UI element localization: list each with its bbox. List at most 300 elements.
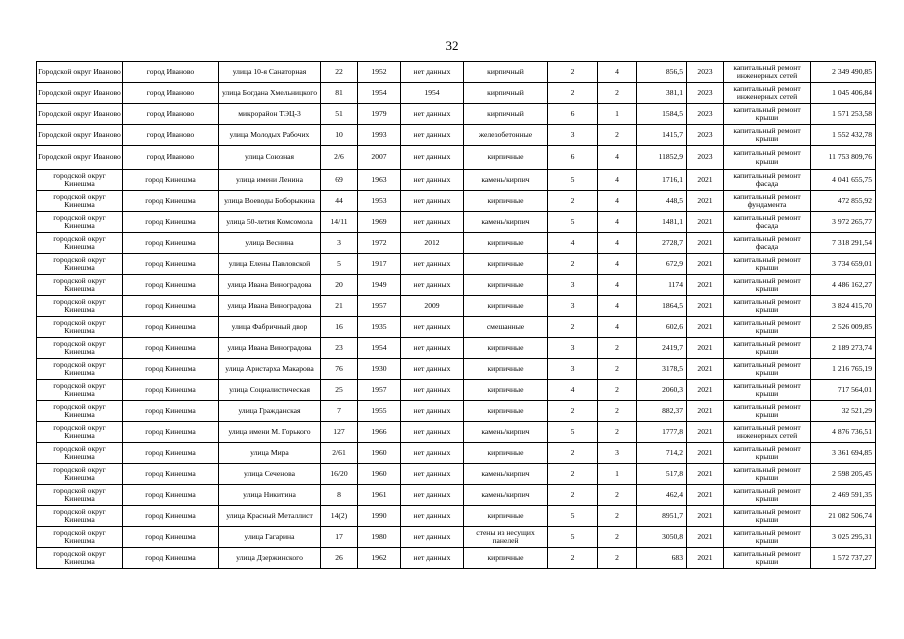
cell-planned-year: 2021: [687, 254, 724, 275]
cell-entrances: 3: [598, 443, 637, 464]
cell-entrances: 4: [598, 62, 637, 83]
cell-street: улица 50-летия Комсомола: [219, 212, 321, 233]
cell-year-built: 1917: [358, 254, 401, 275]
cell-house-number: 2/61: [321, 443, 358, 464]
table-row: [37, 317, 876, 338]
cell-work-type: капитальный ремонт фундамента: [724, 191, 811, 212]
table-row: [37, 275, 876, 296]
cell-district: городской округ Кинешма: [37, 233, 123, 254]
cell-city: город Кинешма: [123, 527, 219, 548]
cell-wall-material: камень/кирпич: [464, 464, 548, 485]
cell-year-built: 2007: [358, 146, 401, 170]
cell-district: Городской округ Иваново: [37, 146, 123, 170]
cell-entrances: 2: [598, 527, 637, 548]
cell-year-built: 1979: [358, 104, 401, 125]
cell-work-type: капитальный ремонт крыши: [724, 359, 811, 380]
cell-street: улица Никитина: [219, 485, 321, 506]
table-row: [37, 83, 876, 104]
cell-floors: 4: [548, 233, 598, 254]
cell-area: 1415,7: [637, 125, 687, 146]
cell-year-last-overhaul: нет данных: [401, 401, 464, 422]
cell-planned-year: 2021: [687, 443, 724, 464]
cell-year-built: 1963: [358, 170, 401, 191]
cell-city: город Иваново: [123, 146, 219, 170]
cell-street: улица Сеченова: [219, 464, 321, 485]
cell-year-built: 1957: [358, 296, 401, 317]
cell-district: городской округ Кинешма: [37, 254, 123, 275]
cell-city: город Кинешма: [123, 233, 219, 254]
cell-district: городской округ Кинешма: [37, 359, 123, 380]
cell-street: улица Аристарха Макарова: [219, 359, 321, 380]
cell-planned-year: 2021: [687, 212, 724, 233]
cell-planned-year: 2021: [687, 233, 724, 254]
cell-house-number: 2/6: [321, 146, 358, 170]
cell-district: городской округ Кинешма: [37, 170, 123, 191]
cell-area: 462,4: [637, 485, 687, 506]
cell-wall-material: железобетонные: [464, 125, 548, 146]
cell-floors: 3: [548, 296, 598, 317]
cell-year-last-overhaul: 2009: [401, 296, 464, 317]
cell-city: город Кинешма: [123, 380, 219, 401]
cell-house-number: 7: [321, 401, 358, 422]
cell-cost: 21 082 506,74: [811, 506, 876, 527]
cell-house-number: 81: [321, 83, 358, 104]
cell-work-type: капитальный ремонт крыши: [724, 506, 811, 527]
cell-floors: 2: [548, 254, 598, 275]
cell-city: город Кинешма: [123, 506, 219, 527]
cell-house-number: 51: [321, 104, 358, 125]
table-row: [37, 104, 876, 125]
cell-district: городской округ Кинешма: [37, 296, 123, 317]
cell-year-last-overhaul: нет данных: [401, 146, 464, 170]
cell-year-last-overhaul: нет данных: [401, 464, 464, 485]
cell-district: Городской округ Иваново: [37, 104, 123, 125]
table-row: [37, 506, 876, 527]
cell-year-last-overhaul: нет данных: [401, 527, 464, 548]
cell-entrances: 2: [598, 380, 637, 401]
cell-house-number: 76: [321, 359, 358, 380]
cell-wall-material: кирпичные: [464, 506, 548, 527]
cell-district: городской округ Кинешма: [37, 338, 123, 359]
cell-city: город Кинешма: [123, 443, 219, 464]
cell-entrances: 4: [598, 233, 637, 254]
cell-cost: 1 045 406,84: [811, 83, 876, 104]
cell-planned-year: 2021: [687, 317, 724, 338]
cell-entrances: 2: [598, 401, 637, 422]
cell-year-last-overhaul: нет данных: [401, 254, 464, 275]
cell-wall-material: кирпичные: [464, 191, 548, 212]
cell-house-number: 69: [321, 170, 358, 191]
cell-street: улица Воеводы Боборыкина: [219, 191, 321, 212]
cell-entrances: 2: [598, 485, 637, 506]
cell-year-last-overhaul: нет данных: [401, 212, 464, 233]
cell-district: городской округ Кинешма: [37, 317, 123, 338]
cell-work-type: капитальный ремонт крыши: [724, 254, 811, 275]
cell-year-built: 1969: [358, 212, 401, 233]
page-number: 32: [445, 38, 459, 53]
cell-cost: 1 572 737,27: [811, 548, 876, 569]
cell-street: улица имени Ленина: [219, 170, 321, 191]
cell-year-last-overhaul: нет данных: [401, 380, 464, 401]
cell-year-built: 1993: [358, 125, 401, 146]
cell-wall-material: камень/кирпич: [464, 422, 548, 443]
cell-year-last-overhaul: нет данных: [401, 275, 464, 296]
cell-area: 3178,5: [637, 359, 687, 380]
cell-planned-year: 2021: [687, 275, 724, 296]
cell-city: город Кинешма: [123, 548, 219, 569]
table-row: [37, 338, 876, 359]
cell-entrances: 4: [598, 296, 637, 317]
cell-work-type: капитальный ремонт крыши: [724, 380, 811, 401]
cell-cost: 3 972 265,77: [811, 212, 876, 233]
cell-planned-year: 2021: [687, 380, 724, 401]
cell-house-number: 26: [321, 548, 358, 569]
cell-wall-material: камень/кирпич: [464, 170, 548, 191]
cell-area: 1481,1: [637, 212, 687, 233]
cell-planned-year: 2021: [687, 401, 724, 422]
cell-year-built: 1935: [358, 317, 401, 338]
cell-house-number: 10: [321, 125, 358, 146]
cell-year-last-overhaul: нет данных: [401, 191, 464, 212]
cell-planned-year: 2021: [687, 191, 724, 212]
cell-house-number: 127: [321, 422, 358, 443]
cell-planned-year: 2023: [687, 104, 724, 125]
cell-work-type: капитальный ремонт крыши: [724, 275, 811, 296]
cell-street: улица Гагарина: [219, 527, 321, 548]
cell-city: город Кинешма: [123, 401, 219, 422]
cell-year-last-overhaul: нет данных: [401, 170, 464, 191]
cell-district: городской округ Кинешма: [37, 275, 123, 296]
cell-year-built: 1962: [358, 548, 401, 569]
cell-year-built: 1954: [358, 83, 401, 104]
cell-district: городской округ Кинешма: [37, 506, 123, 527]
cell-cost: 4 486 162,27: [811, 275, 876, 296]
cell-wall-material: кирпичные: [464, 233, 548, 254]
cell-cost: 2 598 205,45: [811, 464, 876, 485]
overhaul-registry-table: [36, 61, 876, 569]
cell-year-built: 1957: [358, 380, 401, 401]
cell-house-number: 20: [321, 275, 358, 296]
cell-city: город Кинешма: [123, 464, 219, 485]
cell-year-built: 1952: [358, 62, 401, 83]
cell-district: городской округ Кинешма: [37, 191, 123, 212]
cell-year-built: 1955: [358, 401, 401, 422]
cell-house-number: 17: [321, 527, 358, 548]
cell-district: Городской округ Иваново: [37, 83, 123, 104]
table-row: [37, 422, 876, 443]
cell-house-number: 14/11: [321, 212, 358, 233]
cell-planned-year: 2021: [687, 296, 724, 317]
cell-area: 672,9: [637, 254, 687, 275]
cell-area: 2060,3: [637, 380, 687, 401]
cell-work-type: капитальный ремонт крыши: [724, 443, 811, 464]
cell-year-last-overhaul: нет данных: [401, 506, 464, 527]
cell-work-type: капитальный ремонт крыши: [724, 485, 811, 506]
cell-year-last-overhaul: нет данных: [401, 443, 464, 464]
cell-work-type: капитальный ремонт крыши: [724, 317, 811, 338]
cell-wall-material: кирпичный: [464, 62, 548, 83]
cell-work-type: капитальный ремонт крыши: [724, 338, 811, 359]
cell-work-type: капитальный ремонт крыши: [724, 296, 811, 317]
cell-year-last-overhaul: 2012: [401, 233, 464, 254]
cell-year-last-overhaul: 1954: [401, 83, 464, 104]
table-row: [37, 485, 876, 506]
cell-year-last-overhaul: нет данных: [401, 338, 464, 359]
cell-area: 602,6: [637, 317, 687, 338]
cell-entrances: 4: [598, 170, 637, 191]
cell-house-number: 44: [321, 191, 358, 212]
table-row: [37, 170, 876, 191]
cell-floors: 2: [548, 317, 598, 338]
cell-planned-year: 2021: [687, 170, 724, 191]
cell-cost: 3 734 659,01: [811, 254, 876, 275]
cell-district: городской округ Кинешма: [37, 443, 123, 464]
cell-work-type: капитальный ремонт крыши: [724, 146, 811, 170]
cell-street: улица Ивана Виноградова: [219, 275, 321, 296]
cell-floors: 6: [548, 104, 598, 125]
cell-house-number: 25: [321, 380, 358, 401]
cell-cost: 7 318 291,54: [811, 233, 876, 254]
table-row: [37, 443, 876, 464]
cell-house-number: 3: [321, 233, 358, 254]
cell-floors: 3: [548, 359, 598, 380]
cell-cost: 4 876 736,51: [811, 422, 876, 443]
cell-year-built: 1961: [358, 485, 401, 506]
cell-area: 11852,9: [637, 146, 687, 170]
cell-area: 3050,8: [637, 527, 687, 548]
cell-floors: 2: [548, 443, 598, 464]
table-row: [37, 233, 876, 254]
cell-street: улица Союзная: [219, 146, 321, 170]
table-row: [37, 527, 876, 548]
cell-house-number: 22: [321, 62, 358, 83]
cell-wall-material: кирпичные: [464, 548, 548, 569]
cell-street: улица Елены Павловской: [219, 254, 321, 275]
cell-street: улица Фабричный двор: [219, 317, 321, 338]
cell-planned-year: 2023: [687, 62, 724, 83]
cell-year-last-overhaul: нет данных: [401, 104, 464, 125]
cell-entrances: 2: [598, 422, 637, 443]
cell-district: городской округ Кинешма: [37, 401, 123, 422]
cell-entrances: 2: [598, 338, 637, 359]
cell-floors: 3: [548, 125, 598, 146]
cell-wall-material: кирпичный: [464, 104, 548, 125]
cell-cost: 2 469 591,35: [811, 485, 876, 506]
table-row: [37, 401, 876, 422]
cell-year-built: 1949: [358, 275, 401, 296]
cell-wall-material: кирпичные: [464, 254, 548, 275]
cell-floors: 5: [548, 170, 598, 191]
cell-house-number: 16: [321, 317, 358, 338]
cell-year-built: 1953: [358, 191, 401, 212]
cell-cost: 1 216 765,19: [811, 359, 876, 380]
cell-house-number: 5: [321, 254, 358, 275]
cell-house-number: 23: [321, 338, 358, 359]
cell-house-number: 8: [321, 485, 358, 506]
cell-area: 683: [637, 548, 687, 569]
cell-entrances: 2: [598, 83, 637, 104]
cell-street: улица Мира: [219, 443, 321, 464]
cell-district: городской округ Кинешма: [37, 422, 123, 443]
cell-street: улица Ивана Виноградова: [219, 338, 321, 359]
table-row: [37, 125, 876, 146]
cell-area: 381,1: [637, 83, 687, 104]
cell-floors: 5: [548, 212, 598, 233]
cell-district: городской округ Кинешма: [37, 527, 123, 548]
cell-entrances: 4: [598, 317, 637, 338]
cell-entrances: 2: [598, 548, 637, 569]
cell-wall-material: стены из несущих панелей: [464, 527, 548, 548]
cell-city: город Кинешма: [123, 296, 219, 317]
cell-year-built: 1960: [358, 443, 401, 464]
cell-floors: 2: [548, 62, 598, 83]
cell-city: город Кинешма: [123, 191, 219, 212]
cell-city: город Иваново: [123, 83, 219, 104]
cell-planned-year: 2023: [687, 125, 724, 146]
cell-floors: 2: [548, 401, 598, 422]
cell-floors: 5: [548, 422, 598, 443]
cell-cost: 717 564,01: [811, 380, 876, 401]
cell-district: городской округ Кинешма: [37, 380, 123, 401]
cell-planned-year: 2021: [687, 338, 724, 359]
cell-area: 2728,7: [637, 233, 687, 254]
cell-district: городской округ Кинешма: [37, 485, 123, 506]
cell-entrances: 1: [598, 464, 637, 485]
cell-street: улица имени М. Горького: [219, 422, 321, 443]
table-row: [37, 296, 876, 317]
cell-planned-year: 2021: [687, 548, 724, 569]
cell-year-built: 1930: [358, 359, 401, 380]
cell-entrances: 2: [598, 125, 637, 146]
cell-area: 1174: [637, 275, 687, 296]
cell-entrances: 2: [598, 506, 637, 527]
cell-floors: 5: [548, 506, 598, 527]
cell-work-type: капитальный ремонт крыши: [724, 401, 811, 422]
cell-street: улица Веснина: [219, 233, 321, 254]
cell-cost: 3 025 295,31: [811, 527, 876, 548]
cell-street: улица Дзержинского: [219, 548, 321, 569]
cell-year-built: 1972: [358, 233, 401, 254]
cell-city: город Кинешма: [123, 170, 219, 191]
cell-floors: 3: [548, 275, 598, 296]
cell-work-type: капитальный ремонт фасада: [724, 212, 811, 233]
cell-floors: 3: [548, 338, 598, 359]
cell-street: улица Богдана Хмельницкого: [219, 83, 321, 104]
cell-city: город Кинешма: [123, 359, 219, 380]
table-row: [37, 380, 876, 401]
cell-entrances: 4: [598, 254, 637, 275]
cell-city: город Кинешма: [123, 485, 219, 506]
table-body: [37, 62, 876, 569]
cell-area: 714,2: [637, 443, 687, 464]
cell-house-number: 21: [321, 296, 358, 317]
cell-area: 856,5: [637, 62, 687, 83]
cell-wall-material: кирпичные: [464, 401, 548, 422]
cell-planned-year: 2021: [687, 359, 724, 380]
cell-district: Городской округ Иваново: [37, 125, 123, 146]
cell-work-type: капитальный ремонт фасада: [724, 170, 811, 191]
cell-wall-material: камень/кирпич: [464, 212, 548, 233]
cell-cost: 3 361 694,85: [811, 443, 876, 464]
cell-work-type: капитальный ремонт крыши: [724, 548, 811, 569]
cell-city: город Иваново: [123, 125, 219, 146]
cell-cost: 3 824 415,70: [811, 296, 876, 317]
table-row: [37, 548, 876, 569]
cell-city: город Кинешма: [123, 422, 219, 443]
cell-wall-material: кирпичные: [464, 359, 548, 380]
cell-wall-material: кирпичные: [464, 380, 548, 401]
cell-entrances: 1: [598, 104, 637, 125]
cell-cost: 2 349 490,85: [811, 62, 876, 83]
cell-entrances: 4: [598, 146, 637, 170]
cell-floors: 2: [548, 548, 598, 569]
cell-district: городской округ Кинешма: [37, 548, 123, 569]
cell-year-last-overhaul: нет данных: [401, 548, 464, 569]
cell-city: город Иваново: [123, 104, 219, 125]
cell-entrances: 2: [598, 359, 637, 380]
cell-cost: 472 855,92: [811, 191, 876, 212]
cell-year-built: 1960: [358, 464, 401, 485]
cell-year-built: 1954: [358, 338, 401, 359]
cell-entrances: 4: [598, 275, 637, 296]
cell-district: городской округ Кинешма: [37, 212, 123, 233]
cell-planned-year: 2021: [687, 527, 724, 548]
table-row: [37, 212, 876, 233]
table-row: [37, 146, 876, 170]
cell-floors: 2: [548, 83, 598, 104]
cell-city: город Кинешма: [123, 338, 219, 359]
table-row: [37, 254, 876, 275]
cell-planned-year: 2021: [687, 422, 724, 443]
cell-area: 517,8: [637, 464, 687, 485]
cell-wall-material: кирпичные: [464, 275, 548, 296]
cell-work-type: капитальный ремонт крыши: [724, 125, 811, 146]
cell-cost: 2 526 009,85: [811, 317, 876, 338]
cell-area: 1777,8: [637, 422, 687, 443]
cell-cost: 32 521,29: [811, 401, 876, 422]
cell-wall-material: кирпичные: [464, 338, 548, 359]
cell-city: город Кинешма: [123, 212, 219, 233]
cell-cost: 4 041 655,75: [811, 170, 876, 191]
cell-district: городской округ Кинешма: [37, 464, 123, 485]
cell-district: Городской округ Иваново: [37, 62, 123, 83]
cell-planned-year: 2021: [687, 464, 724, 485]
cell-street: улица 10-я Санаторная: [219, 62, 321, 83]
cell-planned-year: 2023: [687, 146, 724, 170]
cell-planned-year: 2021: [687, 506, 724, 527]
cell-wall-material: кирпичные: [464, 443, 548, 464]
cell-work-type: капитальный ремонт инженерных сетей: [724, 83, 811, 104]
table-row: [37, 464, 876, 485]
cell-cost: 1 552 432,78: [811, 125, 876, 146]
cell-street: улица Молодых Рабочих: [219, 125, 321, 146]
cell-year-last-overhaul: нет данных: [401, 485, 464, 506]
cell-planned-year: 2021: [687, 485, 724, 506]
cell-city: город Кинешма: [123, 275, 219, 296]
cell-work-type: капитальный ремонт крыши: [724, 464, 811, 485]
cell-year-last-overhaul: нет данных: [401, 62, 464, 83]
cell-area: 1584,5: [637, 104, 687, 125]
cell-house-number: 14(2): [321, 506, 358, 527]
cell-floors: 2: [548, 464, 598, 485]
cell-area: 8951,7: [637, 506, 687, 527]
cell-street: улица Ивана Виноградова: [219, 296, 321, 317]
cell-wall-material: кирпичный: [464, 83, 548, 104]
cell-floors: 2: [548, 485, 598, 506]
cell-area: 448,5: [637, 191, 687, 212]
table-row: [37, 62, 876, 83]
cell-street: улица Социалистическая: [219, 380, 321, 401]
